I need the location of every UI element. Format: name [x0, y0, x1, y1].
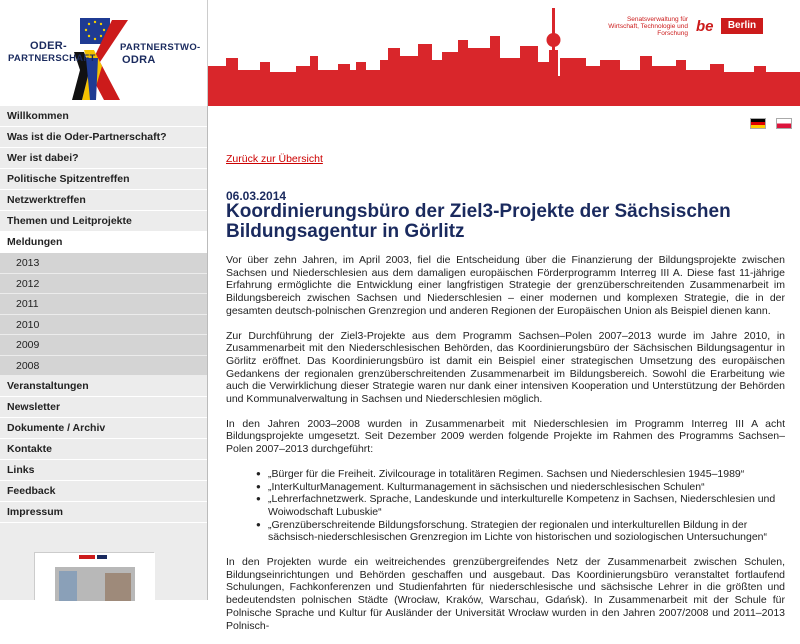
sidebar-item-was-ist[interactable]: Was ist die Oder-Partnerschaft?: [0, 127, 207, 148]
sidebar-subitem-2009[interactable]: 2009: [0, 335, 207, 356]
article-paragraph-4: In den Projekten wurde ein weitreichendes grenzübergreifendes Netz der Zusammenarbeit zwischen Schulen, Bildungseinrichtungen und Behörden geschaffen und ausgebaut. Das Koordinierungsbüro veranstaltet fortlaufend Schulungen, Fachkonferenzen und Studienfahrten für niederschlesische und sächsische Lehrer in die größten und bedeutendsten polnischen Städte (Wrocław, Kraków, Warschau, Gdańsk). In Zusammenarbeit mit der Schule für Polnische Sprache und Kultur für Ausländer der Universität Wrocław wurden in den Jahren 2007/2008 und 2011–2013 Polnisch-: [226, 556, 785, 632]
project-list: [256, 468, 785, 544]
polish-flag-icon[interactable]: [776, 118, 792, 129]
logo-text-odra: ODRA: [122, 54, 156, 66]
berlin-skyline-banner: [208, 0, 800, 106]
sidebar-subitem-2008[interactable]: 2008: [0, 356, 207, 377]
logo-text-partnerstwo: PARTNERSTWO-: [120, 42, 201, 53]
article-body: [226, 254, 785, 644]
list-item: ● „Grenzüberschreitende Bildungsforschung. Strategien der regionalen und interkulturellen Bildung in der sächsisch-niederschlesischen Grenzregion im Lichte von historischen und soziologischen Untersuchungen“: [256, 519, 785, 544]
list-item: ● „Bürger für die Freiheit. Zivilcourage in totalitären Regimen. Sachsen und Niederschlesien 1945–1989“: [256, 468, 785, 481]
article-date: 06.03.2014: [226, 189, 287, 203]
sidebar-item-wer-ist-dabei[interactable]: Wer ist dabei?: [0, 148, 207, 169]
sidebar-item-impressum[interactable]: Impressum: [0, 502, 207, 523]
sidebar-item-dokumente[interactable]: Dokumente / Archiv: [0, 418, 207, 439]
sidebar-item-meldungen[interactable]: Meldungen: [0, 232, 207, 253]
list-item: ● „InterKulturManagement. Kulturmanagement in sächsischen und niederschlesischen Schulen“: [256, 481, 785, 494]
sidebar-subitem-2010[interactable]: 2010: [0, 315, 207, 336]
back-to-overview-link[interactable]: Zurück zur Übersicht: [226, 153, 323, 165]
sidebar-thumbnail-image[interactable]: [34, 552, 154, 600]
article-paragraph-1: Vor über zehn Jahren, im April 2003, fiel die Entscheidung über die Finanzierung der Bildungsprojekte zwischen Sachsen und Niederschlesien aus dem damaligen europäischen Förderprogramm Interreg III A. Diese fast 11-jährige Erfahrung ermöglichte die Entwicklung einer langfristigen Strategie der grenzüberschreitenden Zusammenarbeit im Bildungsbereich zwischen Sachsen und Niederschlesien – einer modernen und komplexen Strategie, die in der gesamten deutsch-polnischen Grenzregion und anderen Regionen der Europäischen Union als Beispiel dienen kann.: [226, 254, 785, 317]
be-logo-mark: be: [696, 18, 714, 35]
sidebar-item-links[interactable]: Links: [0, 460, 207, 481]
logo-text-oder: ODER-: [30, 40, 67, 52]
logo[interactable]: [0, 0, 208, 106]
sidebar-item-kontakte[interactable]: Kontakte: [0, 439, 207, 460]
sidebar-item-themen[interactable]: Themen und Leitprojekte: [0, 211, 207, 232]
article-paragraph-3: In den Jahren 2003–2008 wurden in Zusammenarbeit mit Niederschlesien im Programm Interreg III A acht Bildungsprojekte umgesetzt. Seit Dezember 2009 werden folgende Projekte im Rahmen des Programms Sachsen–Polen 2007–2013 durchgeführt:: [226, 417, 785, 456]
sidebar-item-feedback[interactable]: Feedback: [0, 481, 207, 502]
article-title: Koordinierungsbüro der Ziel3-Projekte der Sächsischen Bildungsagentur in Görlitz: [226, 201, 731, 242]
article-paragraph-2: Zur Durchführung der Ziel3-Projekte aus dem Programm Sachsen–Polen 2007–2013 wurde im Jahre 2010, in Zusammenarbeit mit den Niederschlesischen Behörden, das Koordinierungsbüro der Sächsischen Bildungsagentur in Görlitz eröffnet. Das Koordinierungsbüro ist damit ein Beispiel einer strategischen Umsetzung des europäischen Gedankens der regionalen grenzüberschreitenden Zusammenarbeit im Bildungsbereich. Sowohl die Erarbeitung wie auch die Verwirklichung dieser Strategie waren nur dank einer intensiven Kooperation und Unterstützung der Behörden und Kommunalverwaltung in Sachsen und Niederschlesien möglich.: [226, 329, 785, 406]
sidebar-item-netzwerktreffen[interactable]: Netzwerktreffen: [0, 190, 207, 211]
german-flag-icon[interactable]: [750, 118, 766, 129]
berlin-logo[interactable]: Berlin: [721, 18, 763, 34]
sidebar-item-willkommen[interactable]: Willkommen: [0, 106, 207, 127]
sidebar-nav: [0, 106, 208, 600]
main-content: [209, 106, 800, 632]
thumbnail-graphic: [35, 553, 155, 601]
sidebar-item-politische-spitzentreffen[interactable]: Politische Spitzentreffen: [0, 169, 207, 190]
sidebar-item-newsletter[interactable]: Newsletter: [0, 397, 207, 418]
site-header: [0, 0, 800, 106]
sidebar-subitem-2012[interactable]: 2012: [0, 274, 207, 295]
language-switcher: [744, 118, 792, 136]
list-item: ● „Lehrerfachnetzwerk. Sprache, Landeskunde und interkulturelle Kompetenz in Sachsen, Niederschlesien und Woiwodschaft Lubuskie“: [256, 493, 785, 518]
senate-department-text: Senatsverwaltung für Wirtschaft, Technologie und Forschung: [608, 16, 688, 37]
sidebar-subitem-2013[interactable]: 2013: [0, 253, 207, 274]
sidebar-item-veranstaltungen[interactable]: Veranstaltungen: [0, 376, 207, 397]
sidebar-subitem-2011[interactable]: 2011: [0, 294, 207, 315]
logo-text-partnerschaft: PARTNERSCHAFT: [8, 53, 96, 64]
